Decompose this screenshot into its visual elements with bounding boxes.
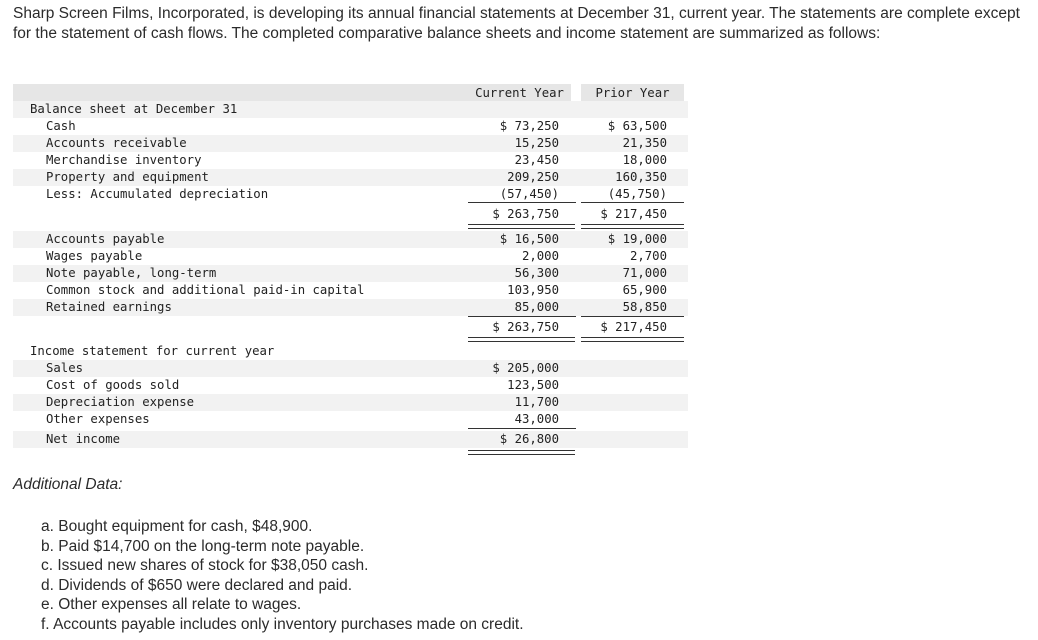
list-item: a. Bought equipment for cash, $48,900. bbox=[41, 518, 313, 535]
table-row bbox=[13, 299, 688, 316]
current-value: 56,300 bbox=[514, 266, 559, 280]
row-label: Less: Accumulated depreciation bbox=[46, 187, 269, 201]
list-item: b. Paid $14,700 on the long-term note payable. bbox=[41, 537, 365, 555]
prior-value: 2,700 bbox=[629, 249, 667, 263]
row-label: Net income bbox=[46, 432, 121, 446]
total-liabilities-equity-row bbox=[13, 319, 688, 336]
table-row bbox=[13, 282, 688, 299]
net-income-value: $ 26,800 bbox=[499, 432, 559, 446]
current-value: 23,450 bbox=[514, 153, 559, 167]
prior-value: 65,900 bbox=[622, 283, 667, 297]
total-le-prior: $ 217,450 bbox=[600, 320, 667, 334]
table-row bbox=[13, 265, 688, 282]
table-row bbox=[13, 394, 688, 411]
total-le-current: $ 263,750 bbox=[492, 320, 559, 334]
total-double-rule bbox=[468, 224, 575, 229]
current-value: $ 205,000 bbox=[492, 361, 559, 375]
prior-value: 18,000 bbox=[622, 153, 667, 167]
table-row bbox=[13, 152, 688, 169]
row-label: Cost of goods sold bbox=[46, 378, 180, 392]
row-label: Retained earnings bbox=[46, 300, 172, 314]
current-value: 11,700 bbox=[514, 395, 559, 409]
header-current-label: Current Year bbox=[475, 86, 564, 100]
table-row bbox=[13, 186, 688, 203]
row-label: Property and equipment bbox=[46, 170, 209, 184]
prior-value: 71,000 bbox=[622, 266, 667, 280]
additional-data-list bbox=[41, 517, 524, 634]
list-item: e. Other expenses all relate to wages. bbox=[41, 596, 302, 613]
row-label: Merchandise inventory bbox=[46, 153, 202, 167]
total-double-rule bbox=[581, 337, 684, 342]
list-item: d. Dividends of $650 were declared and paid. bbox=[41, 576, 353, 594]
current-value: $ 73,250 bbox=[499, 119, 559, 133]
row-label: Accounts receivable bbox=[46, 136, 187, 150]
subtotal-rule bbox=[468, 428, 576, 429]
current-value: 2,000 bbox=[521, 249, 559, 263]
income-statement-title: Income statement for current year bbox=[30, 344, 275, 358]
current-value: 123,500 bbox=[507, 378, 559, 392]
problem-intro: Sharp Screen Films, Incorporated, is developing its annual financial statements at December 31, current year. The statements are complete except for the statement of cash flows. The completed comparative balance sheets and income statement are summarized as follows: bbox=[13, 5, 1020, 42]
row-label: Cash bbox=[46, 119, 76, 133]
list-item: c. Issued new shares of stock for $38,050 cash. bbox=[41, 557, 369, 574]
table-row bbox=[13, 118, 688, 135]
table-row bbox=[13, 411, 688, 428]
table-row bbox=[13, 377, 688, 394]
current-value: 43,000 bbox=[514, 412, 559, 426]
balance-sheet-title-row bbox=[13, 101, 688, 118]
total-assets-prior: $ 217,450 bbox=[600, 207, 667, 221]
list-item: f. Accounts payable includes only inventory purchases made on credit. bbox=[41, 615, 524, 633]
current-value: 103,950 bbox=[507, 283, 559, 297]
table-row bbox=[13, 231, 688, 248]
total-double-rule bbox=[581, 224, 684, 229]
header-prior-year bbox=[581, 84, 684, 101]
prior-value: $ 19,000 bbox=[607, 232, 667, 246]
header-spacer bbox=[13, 84, 468, 101]
prior-value: 160,350 bbox=[615, 170, 667, 184]
current-value: 85,000 bbox=[514, 300, 559, 314]
table-row bbox=[13, 135, 688, 152]
row-label: Common stock and additional paid-in capital bbox=[46, 283, 365, 297]
total-assets-current: $ 263,750 bbox=[492, 207, 559, 221]
table-row bbox=[13, 248, 688, 265]
row-label: Note payable, long-term bbox=[46, 266, 217, 280]
additional-data-title: Additional Data: bbox=[13, 476, 123, 493]
total-assets-row bbox=[13, 206, 688, 223]
row-label: Other expenses bbox=[46, 412, 150, 426]
subtotal-rule bbox=[468, 202, 576, 203]
row-label: Depreciation expense bbox=[46, 395, 195, 409]
current-value: 15,250 bbox=[514, 136, 559, 150]
balance-sheet-title: Balance sheet at December 31 bbox=[30, 102, 238, 116]
current-value: 209,250 bbox=[507, 170, 559, 184]
total-double-rule bbox=[468, 337, 575, 342]
current-value: $ 16,500 bbox=[499, 232, 559, 246]
subtotal-rule bbox=[581, 202, 684, 203]
subtotal-rule bbox=[581, 316, 684, 317]
income-statement-title-row bbox=[13, 343, 688, 360]
prior-value: (45,750) bbox=[607, 187, 667, 201]
prior-value: 21,350 bbox=[622, 136, 667, 150]
header-prior-label: Prior Year bbox=[595, 86, 670, 100]
table-row bbox=[13, 360, 688, 377]
total-double-rule bbox=[468, 450, 575, 455]
row-label: Wages payable bbox=[46, 249, 143, 263]
table-row bbox=[13, 169, 688, 186]
net-income-row bbox=[13, 431, 688, 448]
subtotal-rule bbox=[468, 316, 576, 317]
prior-value: 58,850 bbox=[622, 300, 667, 314]
row-label: Sales bbox=[46, 361, 84, 375]
header-current-year bbox=[468, 84, 571, 101]
current-value: (57,450) bbox=[499, 187, 559, 201]
row-label: Accounts payable bbox=[46, 232, 165, 246]
prior-value: $ 63,500 bbox=[607, 119, 667, 133]
